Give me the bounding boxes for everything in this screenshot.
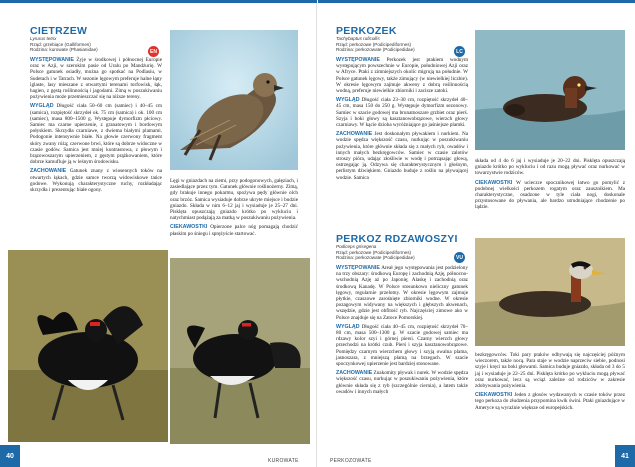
species-title: PERKOZEK: [336, 25, 397, 37]
top-accent-line: [0, 0, 317, 3]
family-line: Rodzina: perkozowate (Podicipedidae): [336, 255, 415, 261]
perkoz-rdzawoszyi-column-1: [336, 233, 468, 398]
paragraph-breeding: składa od 4 do 6 jaj i wysiaduje je 20–22 dni. Pisklęta opuszczają gniazdo krótko po wykluciu i od razu mogą pływać oraz nurkować w towarzystwie rodziców.: [475, 158, 625, 177]
right-page: [318, 0, 635, 467]
black-grouse-male-illustration: [8, 250, 168, 442]
paragraph-curiosities: CIEKAWOSTKI Opierzone palce nóg pomagają chodzić płaskim po śniegu i sprężyście startować.: [170, 224, 299, 237]
cietrzew-column-1: [30, 25, 163, 196]
paragraph-breeding: bezkręgowców. Toki pary ptaków odbywają się najczęściej późnym wieczorem, także nocą. Para staje w wodzie naprzeciw siebie, podnosi szyje i kręci na boki głowami. Samica buduje gniazdo, składa od 3 do 5 jaj i wysiaduje je 22–25 dni. Pisklęta krótko po wykluciu mogą pływać oraz nurkować, lecz są wciąż zależne od rodziców w zakresie zdobywania pożywienia.: [475, 352, 625, 390]
species-title: CIETRZEW: [30, 25, 88, 37]
latin-name: Podiceps grisegena: [336, 244, 377, 250]
grouse-female-illustration: [170, 30, 298, 170]
page-number-right: 41: [615, 445, 635, 467]
paragraph-curiosities: CIEKAWOSTKI Jeden z głosów wydawanych w czasie toków przez tego perkoza do złudzenia przypomina kwik świni. Ptaki gniazdujące w Ameryce są wyraźnie większe od europejskich.: [475, 392, 626, 411]
family-line: Rodzina: perkozowate (Podicipedidae): [336, 47, 415, 53]
paragraph-behaviour: ZACHOWANIE Znakomity pływak i nurek. W wodzie spędza większość czasu, nurkując w poszukiwaniu pożywienia, które głównie składa się z ryb (szczególnie ciernia), a latem także owadów i innych małych: [336, 370, 468, 395]
red-necked-grebe-photo: [475, 238, 625, 346]
order-line: Rząd: perkozowe (Podicipediformes): [336, 249, 412, 255]
page-number-left: 40: [0, 445, 20, 467]
paragraph-occurrence: WYSTĘPOWANIE Perkozek jest ptakiem wodnym występującym powszechnie w Europie, południowej Azji oraz w Afryce. Ptaki z zimniejszych okolic migrują na południe. W Polsce gatunek lęgowy, także zimujący (w niewielkiej liczbie). W okresie lęgowym zajmuje akweny z dobrą roślinnością wodną, preferuje niewielkie zbiorniki i zacisze zatoki.: [336, 56, 469, 94]
paragraph-behaviour: ZACHOWANIE Gatunek znany z wiosennych toków na otwartych łąkach, gdzie samce tworzą widowiskowe tańce godowe. Wykonują charakterystyczne ruchy, rozkładając skrzydła i prezentując białe ogony.: [30, 168, 162, 194]
little-grebe-illustration: [475, 30, 625, 150]
paragraph-appearance: WYGLĄD Długość ciała 40–45 cm, rozpiętość skrzydeł 70–80 cm, masa 500–1300 g. W szacie godowej samiec ma rdzawy kolor szyi i górnej piersi. Czarny wierzch głowy przechodzi na krótki czub. Pierś i szyja kasztanowobrązowe. Pomiędzy czarnym wierzchem głowy i szyją owalna plama, jasnoszara, z mniejszą plamą na brzegach. W szacie spoczynkowej upierzenie jest bardziej stonowane.: [336, 323, 468, 368]
paragraph-appearance: WYGLĄD Długość ciała 50–60 cm (samiec) i 40–45 cm (samica), rozpiętość skrzydeł ok. 75 cm (samica) i ok. 100 cm (samiec), masa 800–1500 g. Występuje dymorfizm płciowy. Samiec ma czarne upierzenie, z granatowym i bordowym połyskiem. Skrzydła czarniawe, z dwiema białymi plamami. Podogonie intensywnie białe. Na głowie czerwony fragment skóry zwany różą; czerwone brwi, które są dobrze widoczne w czasie godów. Samica jest mniej kontrastowa, z płowym i brązowoszarym upierzeniem, z gęstym prążkowaniem, które dobrze kamufluje ją w leśnym środowisku.: [30, 103, 162, 166]
black-grouse-photo-2: [170, 258, 310, 444]
paragraph-breeding: Lęgi w gniazdach na ziemi, przy podogonowych, gałęziach, i zasiedlające przez tym. Gatunek głównie roślinożerny. Zimą, gdy brakuje innego pokarmu, spożywa pędy głównie olch oraz brzóz. Samica wysiaduje dobrze ukryte miejsce i budzie gniazdo. Składa w nim 6–12 jaj i wysiaduje je 25–27 dni. Pisklęta opuszczają gniazdo krótko po wykluciu i natychmiast podążają za matką w poszukiwaniu pożywienia.: [170, 178, 298, 222]
black-grouse-photo-1: [8, 250, 168, 442]
left-page: [0, 0, 317, 467]
status-badge: EN: [148, 46, 159, 57]
top-accent-line-right: [318, 0, 635, 3]
paragraph-appearance: WYGLĄD Długość ciała 23–30 cm, rozpiętość skrzydeł 40–45 cm, masa 150 do 250 g. Występuje dymorfizm sezonowy. Samiec w szacie godowej ma brunatnoszare grzbiet oraz pierś. Szyja i boki głowy są kasztanowobrązowe, wierzch głowy czarniawy. W kącie dzioba wyróżniające go jaśniejsze plamki.: [336, 97, 468, 129]
paragraph-occurrence: WYSTĘPOWANIE Żyje w środkowej i północnej Europie oraz w Azji, w szerokim pasie od Uralu po Mandżurię. W Polsce gatunek osiadły, można go spotkać na Podlasiu, w Sudetach i w Tatrach. W sezonie lęgowym preferuje halne łąny iglaste, lasy mieszane z otwartymi terenami torfowisk, łąk, hagien, z gęstą roślinnością i jagodami. Zimą w poszukiwaniu pożywienia może przemieszczać się na niższe tereny.: [30, 56, 163, 101]
order-line: Rząd: grzebiące (Galliformes): [30, 41, 91, 47]
black-grouse-male-illustration-2: [170, 258, 310, 444]
little-grebe-photo: [475, 30, 625, 150]
perkozek-column-1: [336, 25, 469, 184]
paragraph-occurrence: WYSTĘPOWANIE Areał jego występowania jest podzielony na trzy obszary: środkową Europę i zachodnią Azję, północno-wschodnią Azję aż po Japonię; Alaskę i zachodnią oraz środkową Kanadę. W Polsce stosunkowo nieliczny gatunek lęgowy, regularnie przelotny. W okresie lęgowym zajmuje płytkie, czaszowe zarośnięte zbiorniki wodne. W okresie pozagowym widywany na większych i głębszych akwenach, wszędzie, gdzie jest obfitość ryb. Najczęściej zimowe ako w Polsce znajduje się na Zatoce Pomorskiej.: [336, 264, 468, 321]
red-necked-grebe-illustration: [475, 238, 625, 346]
paragraph-behaviour: ZACHOWANIE Jest doskonałym pływakiem i nurkiem. Na wodzie spędza większość czasu, nurkując w poszukiwaniu pożywienia, które głównie składa się z małych ryb, owadów i innych małych bezkręgowców. Samiec w czasie zalotów stroszy pióra, udając złośliwie w wodę i potrząsając głową, ostrzegając ją. Odzywa się charakterystycznym i głośnym, perlistym dźwiękiem. Gniazdo buduje z roślin na pływającej wodzie. Samica: [336, 131, 469, 181]
grouse-female-photo: [170, 30, 298, 170]
paragraph-curiosities: CIEKAWOSTKI W ucieczce spocznikowej łatwo go pomylić z podobnej wielkości perkozem rogatym oraz zausznikiem. Ma charakterystyczne, osadzone w tyle ciała nogi, doskonale przystosowane do pływania, ale bardzo utrudniające chodzenie po lądzie.: [475, 179, 625, 211]
perkoz-rdzawoszyi-column-2: [475, 352, 625, 414]
perkozek-column-2: [475, 158, 625, 214]
order-line: Rząd: perkozowe (Podicipediformes): [336, 41, 412, 47]
status-badge: VU: [454, 252, 465, 263]
latin-name: Tachybaptus ruficollis: [336, 36, 380, 42]
cietrzew-column-2: [170, 178, 298, 240]
latin-name: Lyrurus tetrix: [30, 36, 57, 42]
species-title: PERKOZ RDZAWOSZYI: [336, 233, 458, 245]
status-badge: LC: [454, 46, 465, 57]
footer-section-right: PERKOZOWATE: [330, 458, 372, 464]
family-line: Rodzina: kurowate (Phasianidae): [30, 47, 98, 53]
footer-section-left: KUROWATE: [268, 458, 299, 464]
